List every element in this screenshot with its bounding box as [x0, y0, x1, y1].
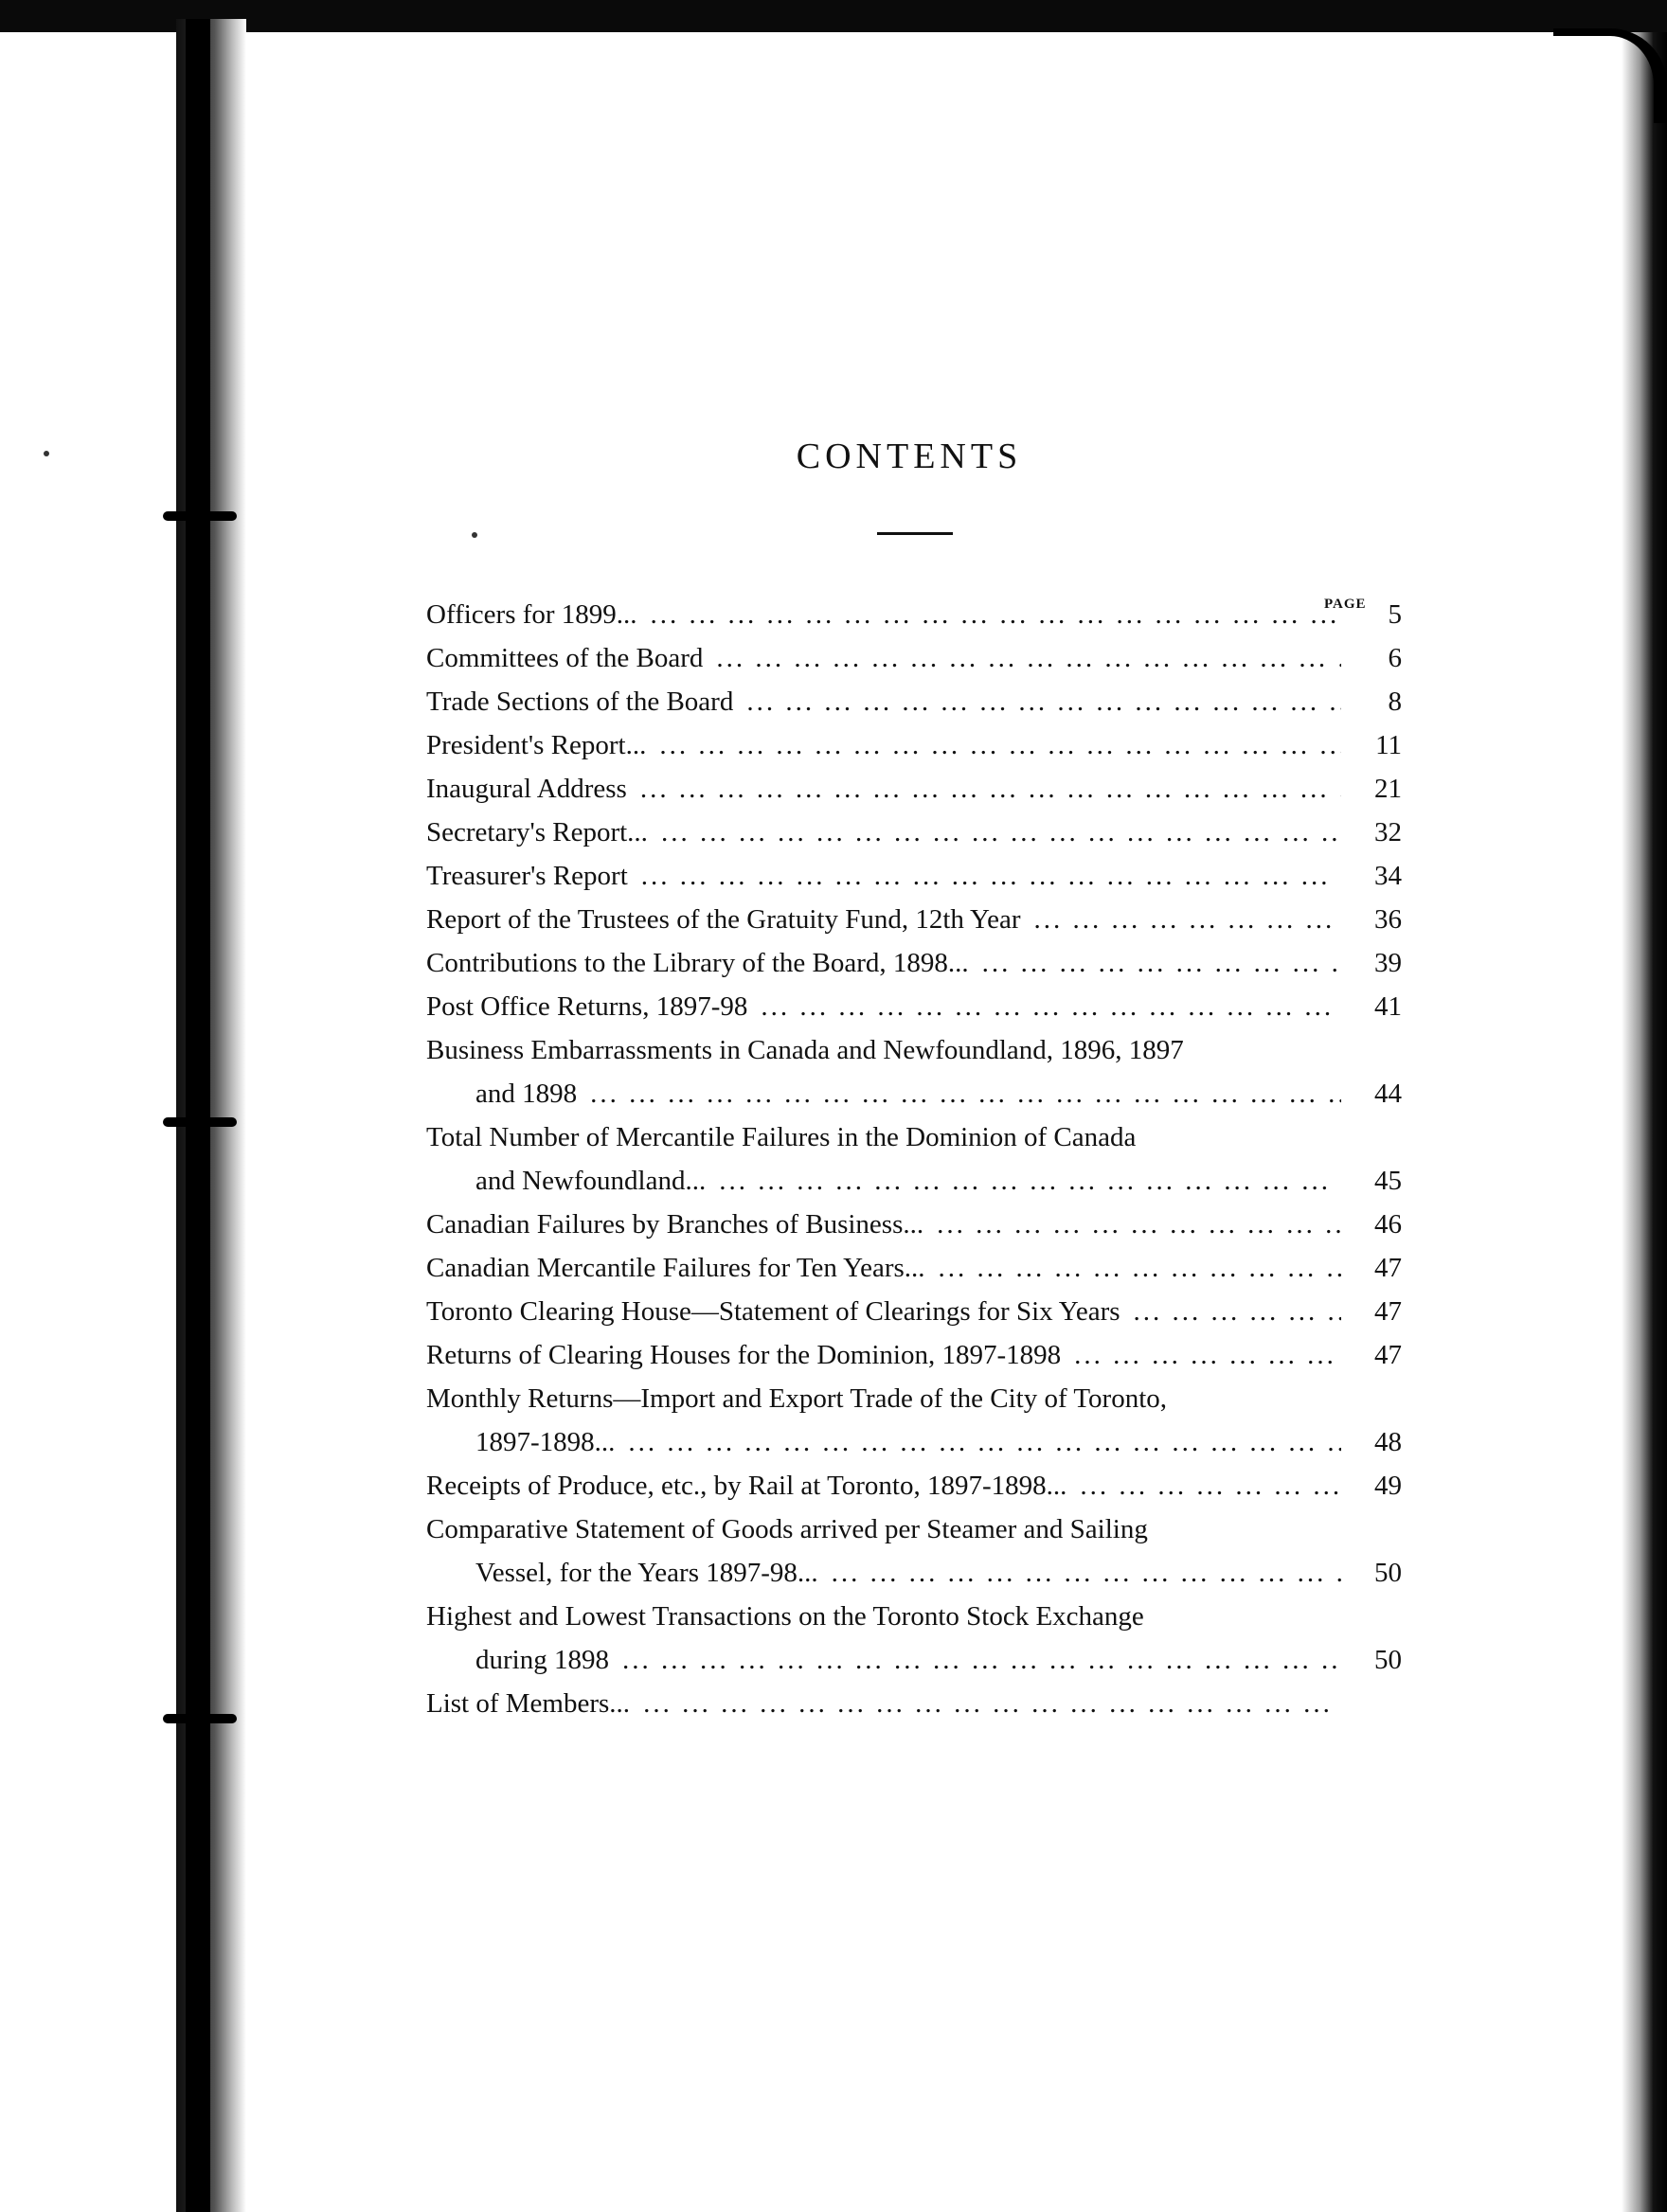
dot-leader [1067, 1464, 1341, 1507]
toc-entry-page: 44 [1374, 1079, 1402, 1109]
toc-entry [426, 767, 1402, 811]
dot-leader [628, 854, 1341, 898]
dot-leader [627, 767, 1341, 811]
toc-entry [426, 941, 1402, 985]
dot-leader [706, 1159, 1341, 1203]
scan-top-border [0, 0, 1667, 32]
toc-entry [426, 1203, 1402, 1246]
toc-entry [426, 1507, 1402, 1595]
toc-entry-title: Returns of Clearing Houses for the Dominion, 1897-1898 [426, 1340, 1062, 1370]
toc-entry [426, 898, 1402, 941]
page-column-label: PAGE [1324, 597, 1367, 612]
toc-entry-title: Treasurer's Report [426, 861, 628, 891]
toc-entry-title-continued: 1897-1898... [475, 1427, 616, 1457]
page-right-edge [1622, 32, 1667, 2212]
toc-entry-page: 45 [1374, 1166, 1402, 1196]
dot-leader [969, 941, 1341, 985]
toc-entry [426, 854, 1402, 898]
dot-leader [637, 593, 1341, 636]
toc-entry [426, 1464, 1402, 1507]
table-of-contents [426, 593, 1402, 1725]
dot-leader [1061, 1333, 1341, 1377]
dot-leader [646, 723, 1341, 767]
toc-entry-title-continued: during 1898 [475, 1645, 609, 1675]
dot-leader [703, 636, 1341, 680]
dot-leader [1120, 1290, 1341, 1333]
toc-entry-title: Committees of the Board [426, 643, 704, 673]
toc-entry-page: 48 [1374, 1427, 1402, 1457]
toc-entry-title-continued: and Newfoundland... [475, 1166, 707, 1196]
binding-stitch [163, 1117, 237, 1127]
toc-entry-title-continued: Vessel, for the Years 1897-98... [475, 1558, 818, 1588]
dot-leader [1021, 898, 1342, 941]
toc-entry-page: 21 [1374, 774, 1402, 804]
toc-entry [426, 723, 1402, 767]
toc-entry [426, 985, 1402, 1028]
toc-entry-page: 47 [1374, 1296, 1402, 1327]
toc-entry-title: List of Members... [426, 1688, 631, 1719]
binding-stitch [163, 511, 237, 521]
toc-entry-title: Contributions to the Library of the Board, 1898... [426, 948, 969, 978]
toc-entry-title: Comparative Statement of Goods arrived per Steamer and Sailing [426, 1514, 1148, 1544]
dot-leader [818, 1551, 1341, 1595]
toc-entry [426, 1290, 1402, 1333]
toc-entry-title: Total Number of Mercantile Failures in the Dominion of Canada [426, 1122, 1137, 1152]
toc-entry [426, 1246, 1402, 1290]
title-rule [877, 532, 953, 535]
toc-entry [426, 680, 1402, 723]
toc-entry [426, 1115, 1402, 1203]
binding-edge [186, 19, 210, 2212]
toc-entry-page: 11 [1375, 730, 1402, 760]
toc-entry-title: Receipts of Produce, etc., by Rail at Toronto, 1897-1898... [426, 1471, 1067, 1501]
scan-speck [44, 451, 49, 456]
toc-entry-title: Report of the Trustees of the Gratuity Fund, 12th Year [426, 904, 1021, 935]
toc-entry-title: Post Office Returns, 1897-98 [426, 991, 748, 1022]
dot-leader [630, 1682, 1341, 1725]
toc-entry-page: 50 [1374, 1645, 1402, 1675]
toc-entry-title: Officers for 1899... [426, 599, 637, 630]
toc-entry-title: Canadian Mercantile Failures for Ten Years... [426, 1253, 925, 1283]
toc-entry-title-continued: and 1898 [475, 1079, 578, 1109]
toc-entry-title: President's Report... [426, 730, 647, 760]
binding-stitch [163, 1714, 237, 1723]
toc-entry-page: 49 [1374, 1471, 1402, 1501]
toc-entry-page: 6 [1388, 643, 1402, 673]
toc-entry [426, 1028, 1402, 1115]
toc-entry-title: Toronto Clearing House—Statement of Clearings for Six Years [426, 1296, 1120, 1327]
toc-entry-page: 41 [1374, 991, 1402, 1022]
toc-entry-title: Inaugural Address [426, 774, 627, 804]
toc-entry [426, 636, 1402, 680]
toc-entry-page: 36 [1374, 904, 1402, 935]
toc-entry-page: 34 [1374, 861, 1402, 891]
toc-entry-page: 50 [1374, 1558, 1402, 1588]
toc-entry-title: Canadian Failures by Branches of Business... [426, 1209, 924, 1240]
dot-leader [733, 680, 1341, 723]
toc-entry [426, 1377, 1402, 1464]
toc-entry [426, 593, 1402, 636]
toc-entry-page: 5 [1388, 599, 1402, 630]
toc-entry-page: 47 [1374, 1340, 1402, 1370]
toc-entry [426, 1682, 1402, 1725]
toc-entry-title: Trade Sections of the Board [426, 687, 734, 717]
contents-title: CONTENTS [796, 437, 1023, 476]
dot-leader [747, 985, 1341, 1028]
dot-leader [925, 1246, 1341, 1290]
dot-leader [577, 1072, 1341, 1115]
toc-entry-page: 32 [1374, 817, 1402, 847]
toc-entry-title: Business Embarrassments in Canada and Newfoundland, 1896, 1897 [426, 1035, 1184, 1065]
toc-entry [426, 811, 1402, 854]
toc-entry-page: 47 [1374, 1253, 1402, 1283]
dot-leader [923, 1203, 1341, 1246]
toc-entry-page: 8 [1388, 687, 1402, 717]
toc-entry-title: Secretary's Report... [426, 817, 648, 847]
dot-leader [609, 1638, 1341, 1682]
toc-entry-page: 39 [1374, 948, 1402, 978]
toc-entry-title: Monthly Returns—Import and Export Trade of the City of Toronto, [426, 1383, 1167, 1414]
toc-entry [426, 1595, 1402, 1682]
dot-leader [648, 811, 1341, 854]
toc-entry-title: Highest and Lowest Transactions on the Toronto Stock Exchange [426, 1601, 1144, 1632]
toc-entry-page: 46 [1374, 1209, 1402, 1240]
dot-leader [615, 1420, 1341, 1464]
toc-entry [426, 1333, 1402, 1377]
scan-speck [472, 532, 477, 538]
